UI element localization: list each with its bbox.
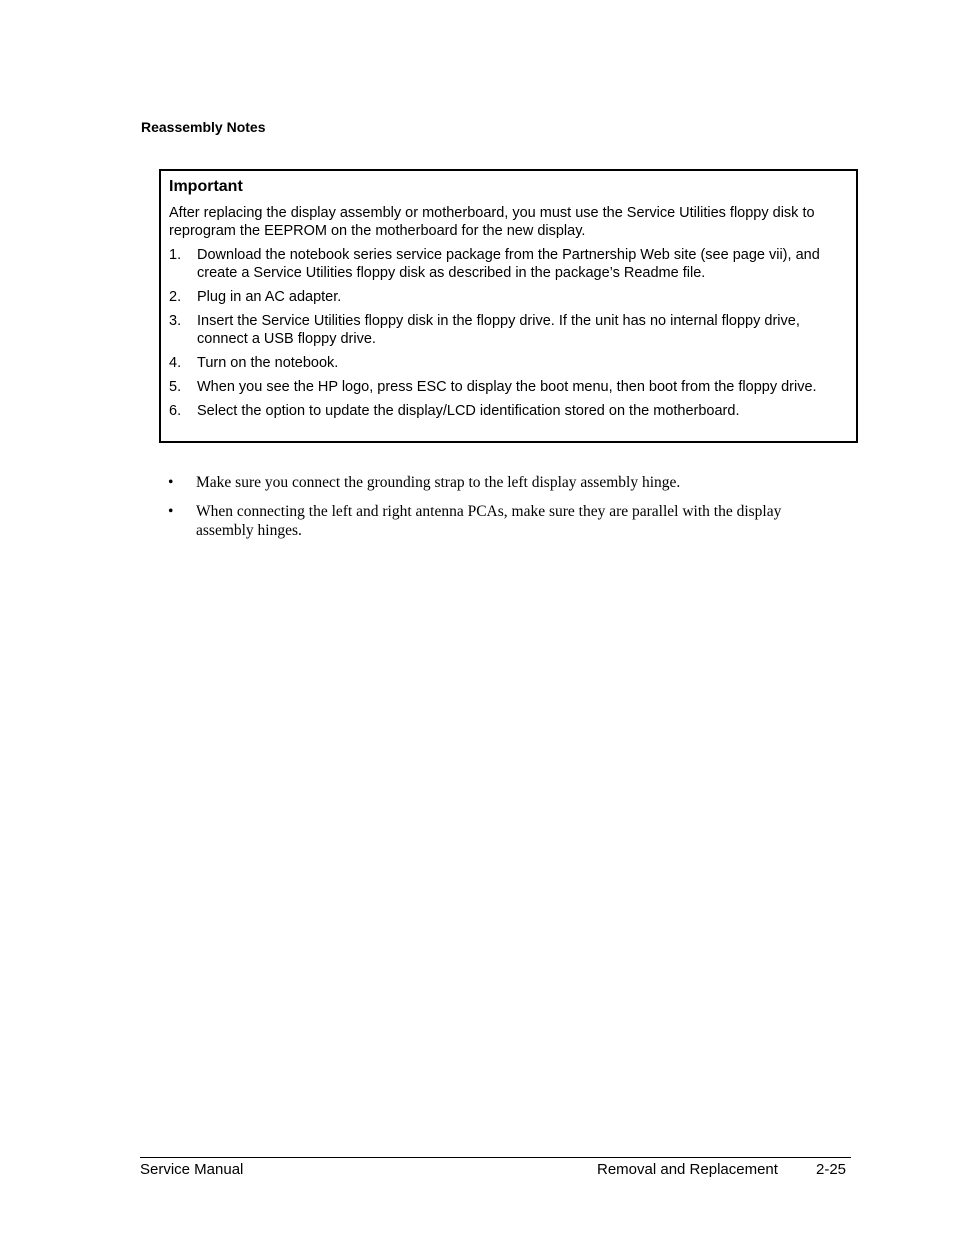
important-intro: After replacing the display assembly or motherboard, you must use the Service Utilities floppy disk to reprogram the EEPROM on the motherboard for the new display.	[169, 205, 815, 239]
step-number: 5.	[169, 379, 182, 395]
bullet-text: Make sure you connect the grounding strap to the left display assembly hinge.	[196, 474, 681, 491]
step-number: 6.	[169, 403, 182, 419]
step-text: Turn on the notebook.	[197, 355, 339, 371]
step-text: Select the option to update the display/LCD identification stored on the motherboard.	[197, 403, 740, 419]
step-item	[169, 246, 847, 282]
bullet-text: When connecting the left and right antenna PCAs, make sure they are parallel with the display assembly hinges.	[196, 503, 782, 539]
step-item	[169, 288, 847, 306]
step-number: 2.	[169, 289, 182, 305]
important-heading: Important	[169, 178, 243, 195]
section-title: Reassembly Notes	[141, 119, 266, 135]
steps-list	[169, 246, 847, 420]
step-text: Insert the Service Utilities floppy disk in the floppy drive. If the unit has no internal floppy drive, connect a USB floppy drive.	[197, 313, 800, 347]
step-item	[169, 378, 847, 396]
footer-section-name: Removal and Replacement	[597, 1161, 778, 1178]
step-text: Download the notebook series service package from the Partnership Web site (see page vii), and create a Service Utilities floppy disk as described in the package’s Readme file.	[197, 247, 820, 281]
step-text: Plug in an AC adapter.	[197, 289, 342, 305]
step-item	[169, 354, 847, 372]
bullet-item	[168, 473, 828, 492]
footer-divider	[140, 1157, 851, 1158]
footer-page-number: 2-25	[816, 1161, 847, 1178]
bullet-marker: •	[168, 503, 174, 520]
step-number: 1.	[169, 247, 182, 263]
bullet-item	[168, 502, 828, 540]
step-number: 4.	[169, 355, 182, 371]
step-item	[169, 312, 847, 348]
step-text: When you see the HP logo, press ESC to display the boot menu, then boot from the floppy drive.	[197, 379, 817, 395]
important-note-box	[159, 169, 858, 443]
step-item	[169, 402, 847, 420]
footer-manual-title: Service Manual	[140, 1161, 244, 1178]
bullet-list	[168, 473, 828, 550]
bullet-marker: •	[168, 474, 174, 491]
step-number: 3.	[169, 313, 182, 329]
